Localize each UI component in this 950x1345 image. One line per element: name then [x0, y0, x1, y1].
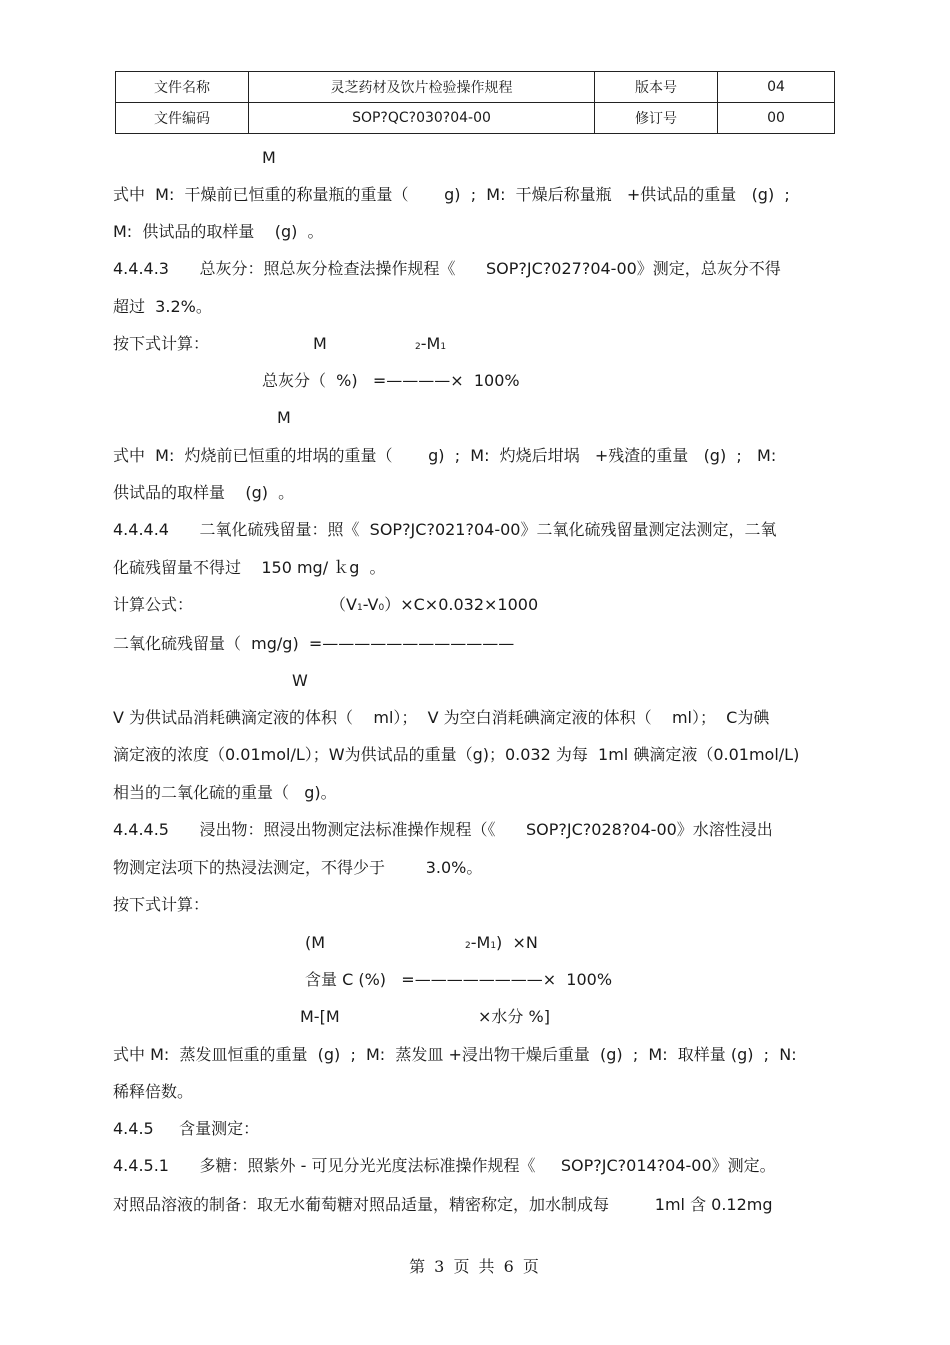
text-line: 相当的二氧化硫的重量（ g)。 — [113, 783, 337, 802]
header-row-1 — [116, 72, 835, 103]
document-header-table — [115, 71, 835, 134]
text-line: 对照品溶液的制备：取无水葡萄糖对照品适量，精密称定，加水制成每 1ml 含 0.12mg — [113, 1195, 773, 1214]
formula-so2: 二氧化硫残留量（ mg/g) =———————————— — [113, 634, 515, 653]
section-4-4-4-4: 4.4.4.4 二氧化硫残留量：照《 SOP?JC?021?04-00》二氧化硫残留量测定法测定，二氧 — [113, 520, 777, 539]
revision-value: 00 — [718, 103, 835, 134]
formula-extract-denominator-a: M-[M — [300, 1007, 340, 1026]
text-line: 式中 M: 干燥前已恒重的称量瓶的重量（ g) ; M: 干燥后称量瓶 +供试品的重量 (g) ; — [113, 185, 790, 204]
section-4-4-5: 4.4.5 含量测定： — [113, 1119, 260, 1138]
text-line: 滴定液的浓度（0.01mol/L）；W为供试品的重量（g)；0.032 为每 1ml 碘滴定液（0.01mol/L) — [113, 745, 800, 764]
text-line: 化硫残留量不得过 150 mg/ ｋg 。 — [113, 558, 386, 577]
text-line: V 为供试品消耗碘滴定液的体积（ ml）； V 为空白消耗碘滴定液的体积（ ml）； C为碘 — [113, 708, 770, 727]
calc-label: 按下式计算： — [113, 334, 210, 353]
text-line: 物测定法项下的热浸法测定，不得少于 3.0%。 — [113, 858, 483, 877]
revision-label: 修订号 — [595, 103, 718, 134]
version-value: 04 — [718, 72, 835, 103]
formula-extract-numerator-m: (M — [305, 933, 326, 952]
doc-code-label: 文件编码 — [116, 103, 249, 134]
doc-name-label: 文件名称 — [116, 72, 249, 103]
version-label: 版本号 — [595, 72, 718, 103]
text-line: 式中 M: 灼烧前已恒重的坩埚的重量（ g) ; M: 灼烧后坩埚 +残渣的重量 (g) ; M: — [113, 446, 777, 465]
formula-denominator-w: W — [292, 671, 308, 690]
formula-so2-numerator: （V1-V0）×C×0.032×1000 — [330, 595, 539, 614]
page-number-footer: 第 3 页 共 6 页 — [409, 1257, 541, 1276]
doc-name-value: 灵芝药材及饮片检验操作规程 — [249, 72, 595, 103]
formula-extract-denominator-b: ×水分 %] — [478, 1007, 550, 1026]
text-line: 式中 M: 蒸发皿恒重的重量 (g) ; M: 蒸发皿 +浸出物干燥后重量 (g) ; M: 取样量 (g) ; N: — [113, 1045, 797, 1064]
text-line: 超过 3.2%。 — [113, 297, 212, 316]
section-4-4-4-3: 4.4.4.3 总灰分：照总灰分检查法操作规程《 SOP?JC?027?04-00》测定，总灰分不得 — [113, 259, 781, 278]
formula-denominator-m: M — [277, 408, 291, 427]
calc-label: 按下式计算： — [113, 895, 210, 914]
text-line: 稀释倍数。 — [113, 1082, 194, 1101]
formula-extract-numerator-rest: 2-M1) ×N — [465, 933, 538, 952]
section-4-4-4-5: 4.4.4.5 浸出物：照浸出物测定法标准操作规程（《 SOP?JC?028?04-00》水溶性浸出 — [113, 820, 773, 839]
formula-ash: 总灰分（ %) =————× 100% — [262, 371, 520, 390]
formula-denominator-m: M — [262, 148, 276, 167]
formula-numerator-m: M — [313, 334, 327, 353]
formula-extract: 含量 C (%) =————————× 100% — [305, 970, 613, 989]
header-row-2 — [116, 103, 835, 134]
doc-code-value: SOP?QC?030?04-00 — [249, 103, 595, 134]
text-line: 供试品的取样量 (g) 。 — [113, 483, 295, 502]
formula-numerator-rest: 2-M1 — [415, 334, 447, 353]
calc-formula-label: 计算公式： — [113, 595, 194, 614]
section-4-4-5-1: 4.4.5.1 多糖：照紫外 - 可见分光光度法标准操作规程《 SOP?JC?014?04-00》测定。 — [113, 1156, 776, 1175]
text-line: M: 供试品的取样量 (g) 。 — [113, 222, 324, 241]
